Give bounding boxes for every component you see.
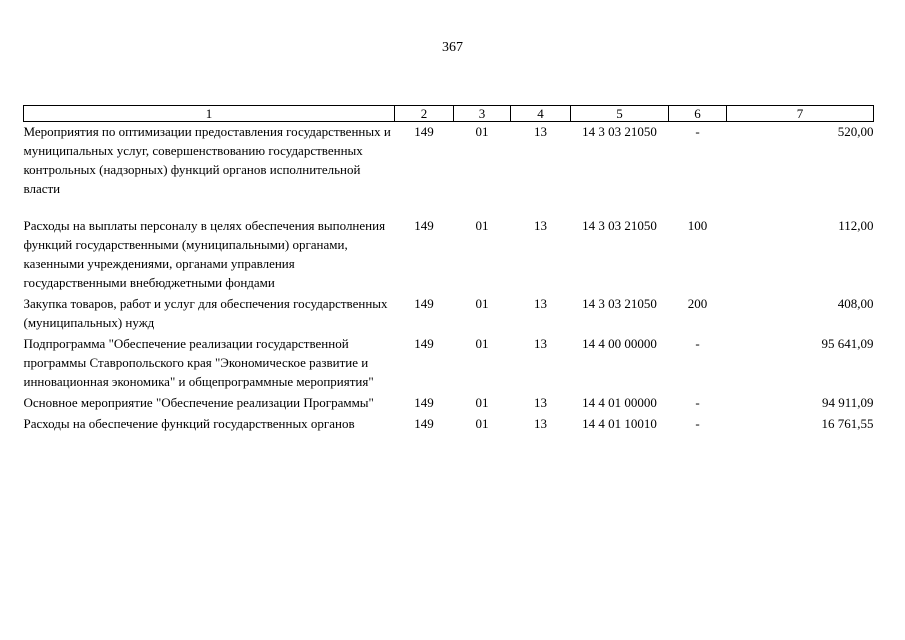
row-expense-type: - <box>695 124 700 139</box>
row-amount: 94 911,09 <box>821 395 874 410</box>
table-row <box>24 216 874 294</box>
row-target-code: 14 4 01 00000 <box>582 395 657 410</box>
row-subsection-code: 13 <box>534 218 547 233</box>
table-row <box>24 414 874 435</box>
column-header-3: 3 <box>454 106 511 122</box>
row-target-code: 14 3 03 21050 <box>582 218 657 233</box>
row-section-code: 01 <box>475 395 489 410</box>
row-expense-type: - <box>695 336 700 351</box>
row-expense-type: 200 <box>687 296 708 311</box>
row-expense-type: - <box>695 416 700 431</box>
table-row <box>24 294 874 334</box>
table-row <box>24 393 874 414</box>
row-name: Расходы на обеспечение функций государственных органов <box>23 416 355 431</box>
table-row <box>24 334 874 393</box>
row-subsection-code: 13 <box>534 124 547 139</box>
row-ministry-code: 149 <box>414 218 434 233</box>
column-header-7: 7 <box>727 106 874 122</box>
row-section-code: 01 <box>475 218 489 233</box>
row-ministry-code: 149 <box>414 336 434 351</box>
column-header-2: 2 <box>395 106 454 122</box>
row-subsection-code: 13 <box>534 336 547 351</box>
row-expense-type: - <box>695 395 700 410</box>
row-target-code: 14 3 03 21050 <box>582 296 657 311</box>
row-section-code: 01 <box>475 124 489 139</box>
row-subsection-code: 13 <box>534 395 547 410</box>
row-name: Закупка товаров, работ и услуг для обеспечения государственных (муниципальных) нужд <box>23 296 388 330</box>
row-expense-type: 100 <box>687 218 708 233</box>
row-target-code: 14 3 03 21050 <box>582 124 657 139</box>
row-amount: 95 641,09 <box>821 336 874 351</box>
column-header-5: 5 <box>571 106 669 122</box>
column-header-4: 4 <box>511 106 571 122</box>
row-name: Подпрограмма "Обеспечение реализации государственной программы Ставропольского края "Экономическое развитие и инновационная экономика" и общепрограммные мероприятия" <box>23 336 374 389</box>
row-section-code: 01 <box>475 416 489 431</box>
page-number: 367 <box>442 40 463 55</box>
row-name: Основное мероприятие "Обеспечение реализации Программы" <box>23 395 374 410</box>
row-amount: 408,00 <box>837 296 874 311</box>
row-subsection-code: 13 <box>534 296 547 311</box>
column-header-1: 1 <box>24 106 395 122</box>
table-header-row <box>24 106 874 122</box>
row-name: Мероприятия по оптимизации предоставления государственных и муниципальных услуг, совершенствованию государственных контрольных (надзорных) функций органов исполнительной власти <box>23 124 391 196</box>
row-section-code: 01 <box>475 296 489 311</box>
row-ministry-code: 149 <box>414 296 434 311</box>
row-amount: 520,00 <box>837 124 874 139</box>
row-ministry-code: 149 <box>414 395 434 410</box>
row-section-code: 01 <box>475 336 489 351</box>
row-amount: 112,00 <box>838 218 874 233</box>
row-amount: 16 761,55 <box>821 416 874 431</box>
row-name: Расходы на выплаты персоналу в целях обеспечения выполнения функций государственными (муниципальными) органами, казенными учреждениями, органами управления государственными внебюджетными фондами <box>23 218 386 290</box>
row-target-code: 14 4 00 00000 <box>582 336 657 351</box>
table-row <box>24 122 874 217</box>
row-target-code: 14 4 01 10010 <box>582 416 657 431</box>
budget-table <box>23 105 874 435</box>
row-ministry-code: 149 <box>414 416 434 431</box>
row-ministry-code: 149 <box>414 124 434 139</box>
column-header-6: 6 <box>669 106 727 122</box>
row-subsection-code: 13 <box>534 416 547 431</box>
